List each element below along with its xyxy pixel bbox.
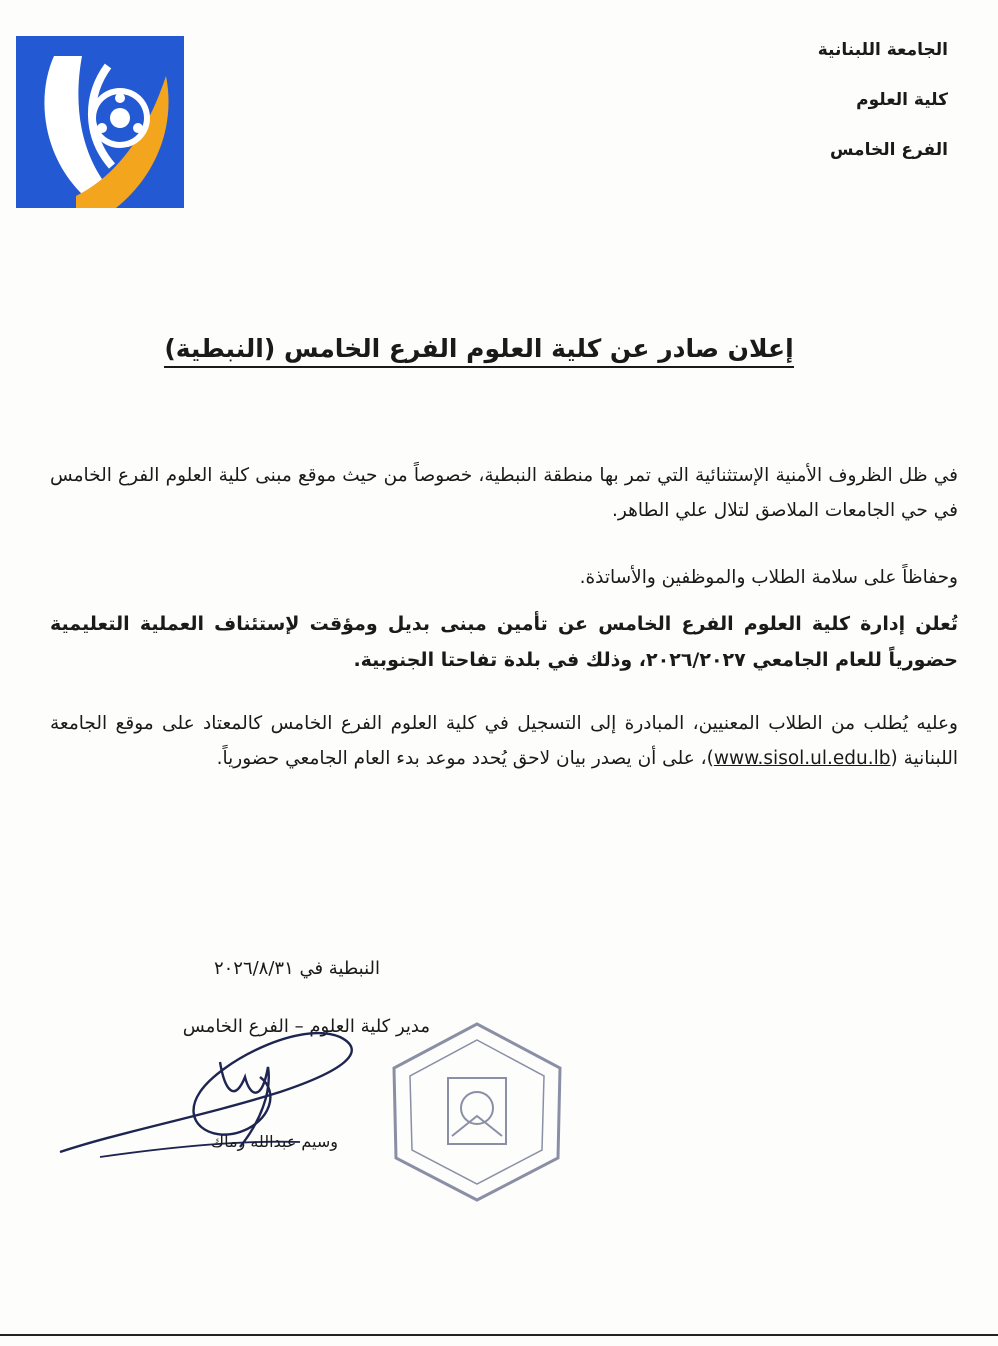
paragraph-4-end: )، على أن يصدر بيان لاحق يُحدد موعد بدء العام الجامعي حضورياً. bbox=[216, 748, 714, 770]
paragraph-1: في ظل الظروف الأمنية الإستثنائية التي تمر بها منطقة النبطية، خصوصاً من حيث موقع مبنى كلية العلوم الفرع الخامس في حي الجامعات الملاصق لتلال علي الطاهر. bbox=[50, 465, 958, 522]
paragraph-4-start: وعليه يُطلب من الطلاب المعنيين، المبادرة إلى التسجيل في كلية العلوم الفرع الخامس كالمعتاد على موقع الجامعة اللبنانية ( bbox=[50, 713, 958, 770]
issue-date: النبطية في ٢٠٢٦/٨/٣١ bbox=[213, 958, 380, 979]
paragraph-2: وحفاظاً على سلامة الطلاب والموظفين والأساتذة. bbox=[579, 567, 958, 588]
signer-name: وسيم عبدالله رماك bbox=[210, 1132, 338, 1151]
branch-name: الفرع الخامس bbox=[830, 140, 948, 160]
faculty-name: كلية العلوم bbox=[856, 90, 948, 110]
university-name: الجامعة اللبنانية bbox=[817, 40, 948, 60]
director-title: مدير كلية العلوم – الفرع الخامس bbox=[182, 1016, 430, 1037]
registration-link[interactable]: www.sisol.ul.edu.lb bbox=[713, 748, 891, 770]
university-logo bbox=[16, 36, 184, 208]
letterhead bbox=[618, 42, 948, 192]
paragraph-3: تُعلن إدارة كلية العلوم الفرع الخامس عن تأمين مبنى بديل ومؤقت لإستئناف العملية التعليمية حضورياً للعام الجامعي ٢٠٢٦/٢٠٢٧، وذلك في بلدة تفاحتا الجنوبية. bbox=[50, 613, 958, 672]
page-bottom-rule bbox=[0, 1334, 998, 1336]
title-text: إعلان صادر عن كلية العلوم الفرع الخامس (النبطية) bbox=[164, 334, 793, 368]
paragraph-4 bbox=[50, 706, 958, 776]
announcement-title bbox=[140, 334, 818, 363]
official-stamp bbox=[382, 1016, 572, 1206]
